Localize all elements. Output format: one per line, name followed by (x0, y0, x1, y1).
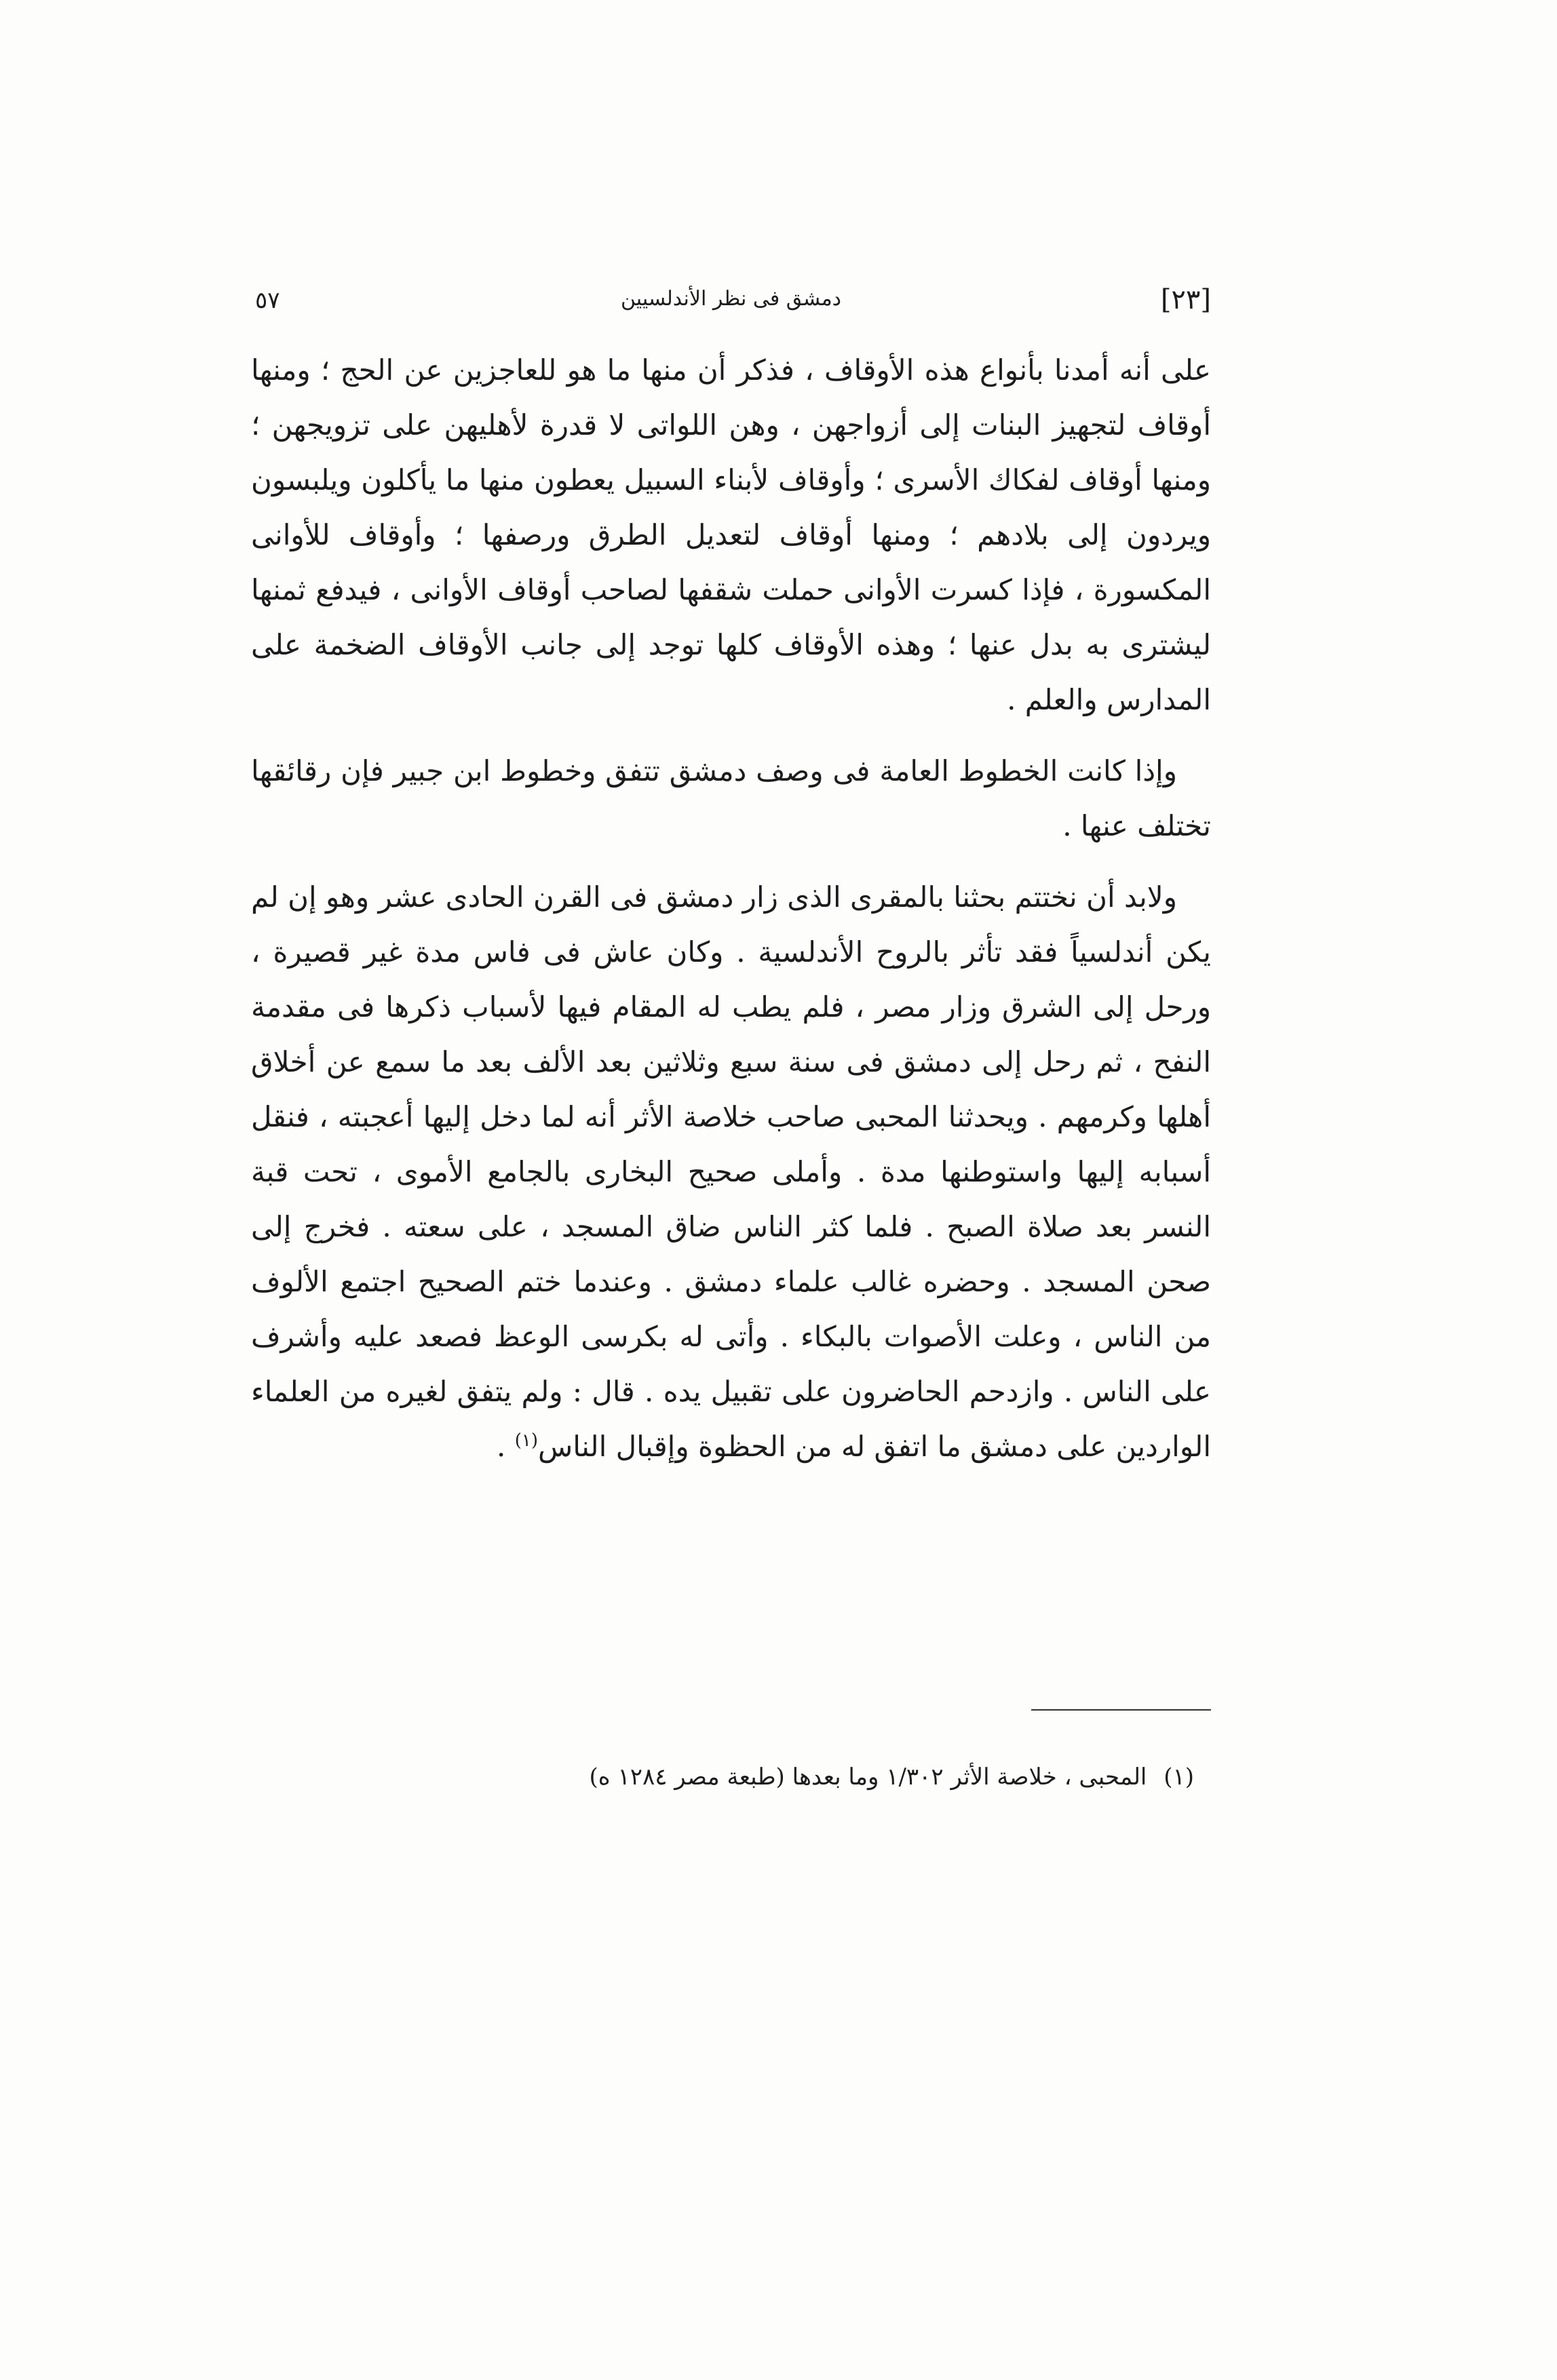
page-header (251, 281, 1211, 329)
footnote-reference[interactable]: (١) (514, 1430, 539, 1451)
paragraph-text: وإذا كانت الخطوط العامة فى وصف دمشق تتفق وخطوط ابن جبير فإن رقائقها تختلف عنها . (251, 754, 1211, 842)
paragraph-waqf (251, 343, 1211, 727)
running-title: دمشق فى نظر الأندلسيين (620, 287, 842, 311)
footnote-marker: (١) (1164, 1763, 1194, 1791)
main-text (251, 343, 1211, 1474)
paragraph-ibn-jubayr (251, 743, 1211, 853)
section-number: [٢٣] (1160, 284, 1211, 315)
paragraph-text: ولابد أن نختتم بحثنا بالمقرى الذى زار دمشق فى القرن الحادى عشر وهو إن لم يكن أندلسياً فقد تأثر بالروح الأندلسية . وكان عاش فى فاس مدة غير قصيرة ، ورحل إلى الشرق وزار مصر ، فلم يطب له المقام فيها لأسباب ذكرها فى مقدمة النفح ، ثم رحل إلى دمشق فى سنة سبع وثلاثين بعد الألف بعد ما سمع عن أخلاق أهلها وكرمهم . ويحدثنا المحبى صاحب خلاصة الأثر أنه لما دخل إليها أعجبته ، فنقل أسبابه إليها واستوطنها مدة . وأملى صحيح البخارى بالجامع الأموى ، تحت قبة النسر بعد صلاة الصبح . فلما كثر الناس ضاق المسجد ، على سعته . فخرج إلى صحن المسجد . وحضره غالب علماء دمشق . وعندما ختم الصحيح اجتمع الألوف من الناس ، وعلت الأصوات بالبكاء . وأتى له بكرسى الوعظ فصعد عليه وأشرف على الناس . وازدحم الحاضرون على تقبيل يده . قال : ولم يتفق لغيره من العلماء الواردين على دمشق ما اتفق له من الحظوة وإقبال الناس (251, 880, 1212, 1463)
footnote-divider (1031, 1709, 1211, 1711)
paragraph-maqqari (251, 870, 1211, 1474)
footnote-text: المحبى ، خلاصة الأثر ١/٣٠٢ وما بعدها (طبعة مصر ١٢٨٤ ه) (589, 1763, 1147, 1791)
footnote (434, 1757, 1194, 1797)
paragraph-text: على أنه أمدنا بأنواع هذه الأوقاف ، فذكر أن منها ما هو للعاجزين عن الحج ؛ ومنها أوقاف لتجهيز البنات إلى أزواجهن ، وهن اللواتى لا قدرة لأهليهن على تزويجهن ؛ ومنها أوقاف لفكاك الأسرى ؛ وأوقاف لأبناء السبيل يعطون منها ما يأكلون ويلبسون ويردون إلى بلادهم ؛ ومنها أوقاف لتعديل الطرق ورصفها ؛ وأوقاف للأوانى المكسورة ، فإذا كسرت الأوانى حملت شقفها لصاحب أوقاف الأوانى ، فيدفع ثمنها ليشترى به بدل عنها ؛ وهذه الأوقاف كلها توجد إلى جانب الأوقاف الضخمة على المدارس والعلم . (251, 353, 1211, 716)
paragraph-tail: . (497, 1430, 515, 1463)
page-number: ٥٧ (255, 287, 280, 314)
